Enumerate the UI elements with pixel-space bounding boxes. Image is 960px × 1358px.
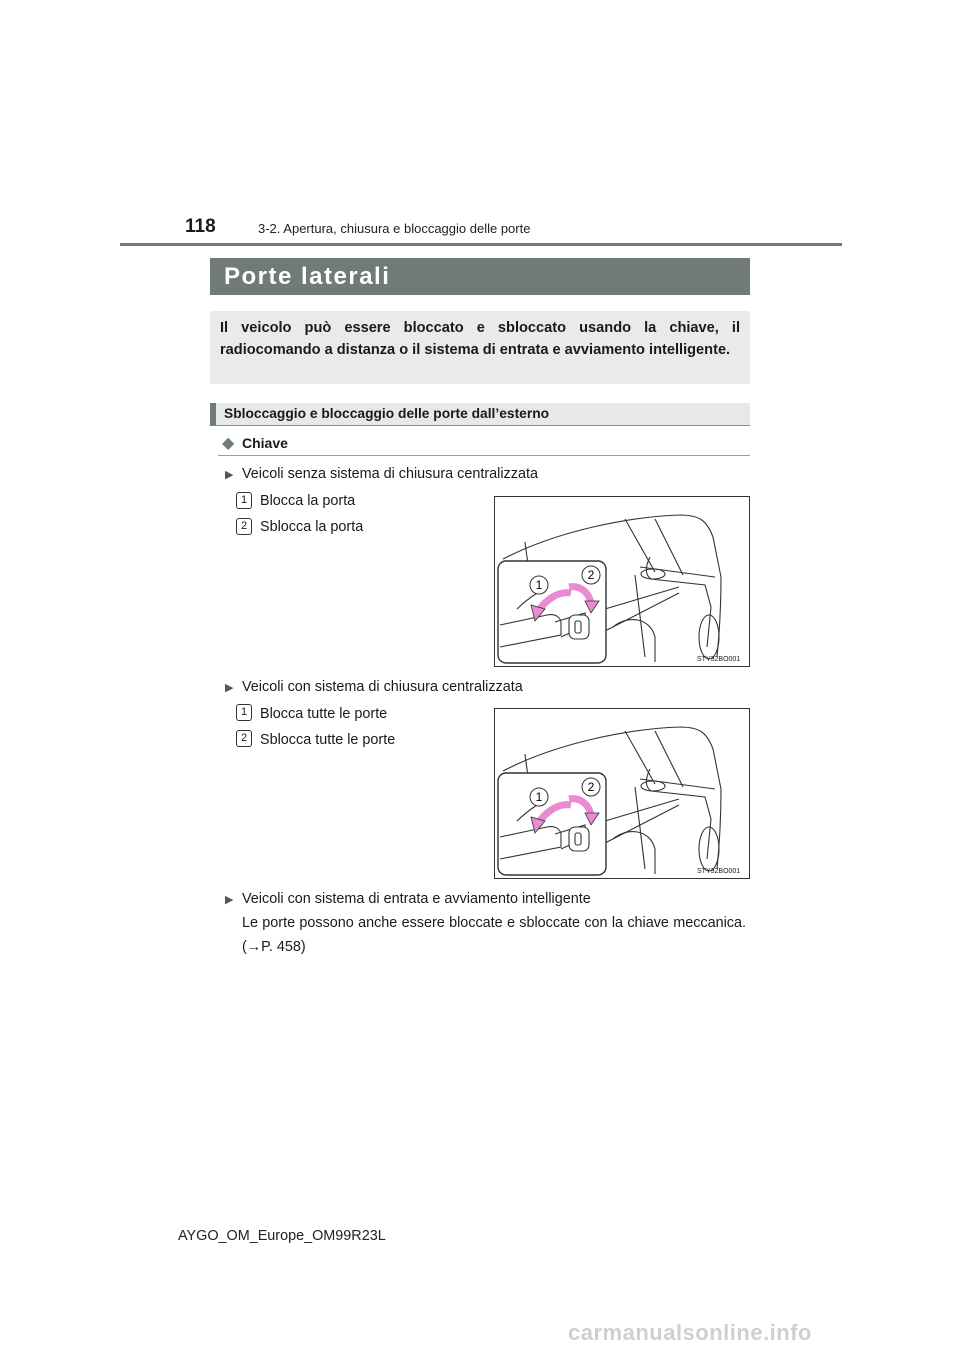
block-heading: Veicoli con sistema di chiusura centralizzata [242,679,523,695]
triangle-bullet-icon: ▶ [225,682,234,694]
block-heading: Veicoli senza sistema di chiusura centralizzata [242,466,538,482]
running-header: 3-2. Apertura, chiusura e bloccaggio delle porte [258,221,531,236]
triangle-bullet-icon: ▶ [225,894,234,906]
step-number: 1 [236,704,252,721]
watermark: carmanualsonline.info [568,1320,812,1345]
step-text: Blocca la porta [260,493,356,509]
step-text: Blocca tutte le porte [260,706,388,722]
subsection-title: Sbloccaggio e bloccaggio delle porte dall’esterno [224,406,550,421]
subsection-bar [210,403,750,426]
method-heading: Chiave [242,435,288,451]
step-text: Sblocca la porta [260,519,364,535]
step-number: 2 [236,730,252,747]
figure-code: STY32BO001 [697,868,741,875]
page-number: 118 [185,216,216,237]
car-door-key-drawing [495,497,749,666]
triangle-bullet-icon: ▶ [225,469,234,481]
figure-code: STY32BO001 [697,656,741,663]
section-title-bar [210,258,750,295]
car-door-key-illustration [494,708,750,879]
figure-label: 1 [535,790,543,804]
method-rule [218,455,750,456]
car-door-key-drawing [495,709,749,878]
figure-label: 2 [587,780,595,794]
figure-label: 1 [535,578,543,592]
header-rule [120,243,842,246]
block-heading: Veicoli con sistema di entrata e avviamento intelligente [242,891,591,907]
step-number: 1 [236,492,252,509]
document-footer: AYGO_OM_Europe_OM99R23L [178,1228,386,1244]
step-number: 2 [236,518,252,535]
figure-label: 2 [587,568,595,582]
block-paragraph: Le porte possono anche essere bloccate e sbloccate con la chiave meccanica. (→P. 458) [242,915,746,955]
page-title: Porte laterali [224,263,391,290]
car-door-key-illustration [494,496,750,667]
step-text: Sblocca tutte le porte [260,732,396,748]
intro-text: Il veicolo può essere bloccato e sbloccato usando la chiave, il radiocomando a distanza o il sistema di entrata e avviamento intelligente. [220,320,740,358]
intro-box [210,311,750,384]
diamond-icon: ◆ [222,435,235,452]
